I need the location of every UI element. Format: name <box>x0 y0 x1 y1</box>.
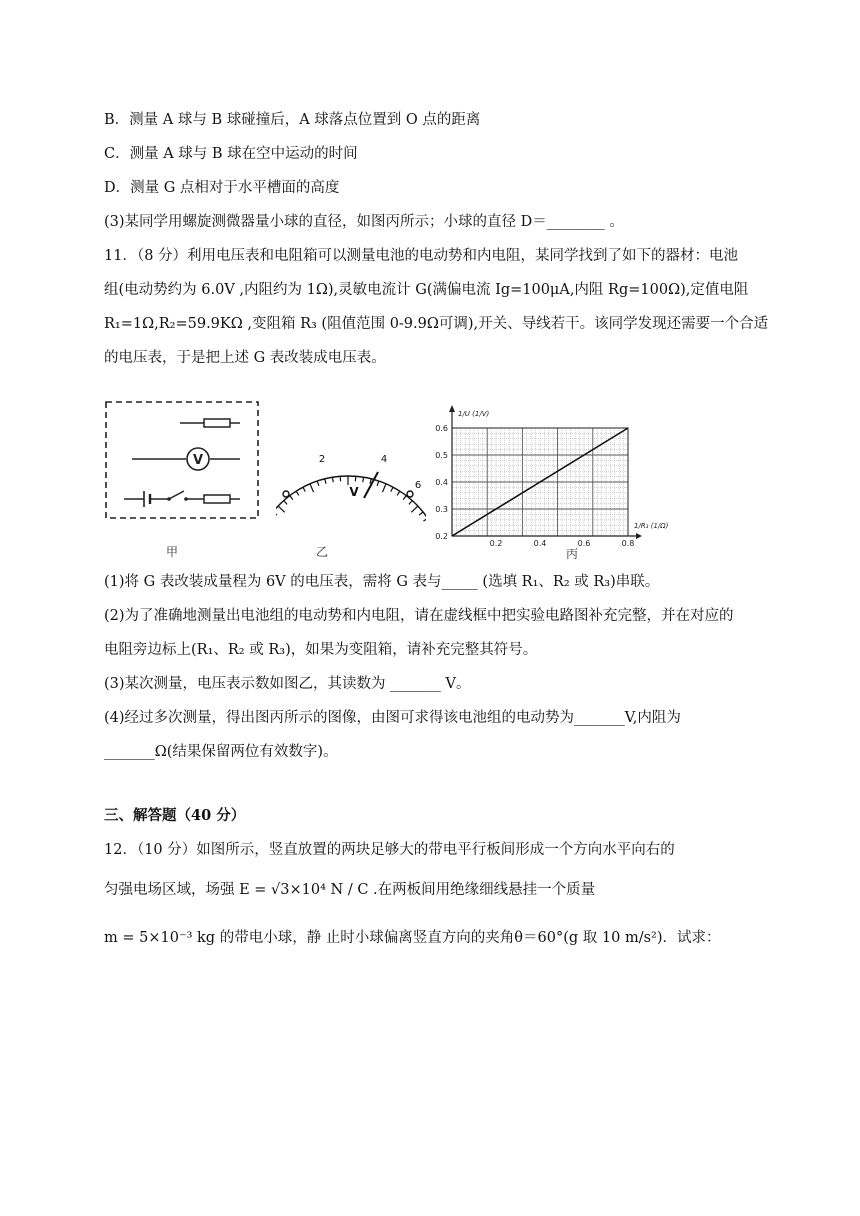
dial-tick <box>284 501 287 505</box>
x-tick-label: 0.2 <box>489 539 503 548</box>
svg-text:甲: 甲 <box>165 545 179 558</box>
x-tick-label: 0.4 <box>533 539 547 548</box>
dial-tick <box>411 506 418 512</box>
dial-unit: V <box>349 485 359 499</box>
y-tick-label: 0.3 <box>435 505 448 514</box>
q11-intro-line2: 组(电动势约为 6.0V ,内阻约为 1Ω),灵敏电流计 G(满偏电流 Ig=100μA,内阻 Rg=100Ω),定值电阻 <box>104 282 749 298</box>
q11-part2-line1: (2)为了准确地测量出电池组的电动势和内电阻，请在虚线框中把实验电路图补充完整，并在对应的 <box>104 608 734 624</box>
y-tick-label: 0.6 <box>435 424 448 433</box>
y-axis-label: 1/U (1/V) <box>458 410 490 418</box>
dial-tick <box>276 512 277 515</box>
q12-line3: m = 5×10⁻³ kg 的带电小球，静 止时小球偏离竖直方向的夹角θ＝60°(g 取 10 m/s²)．试求： <box>104 930 721 946</box>
option-d: D．测量 G 点相对于水平槽面的高度 <box>104 180 340 196</box>
x-tick-label: 0.6 <box>577 539 591 548</box>
resistor-bottom <box>204 495 230 503</box>
dial-tick <box>363 477 364 482</box>
switch-blade <box>169 491 184 499</box>
option-c: C．测量 A 球与 B 球在空中运动的时间 <box>104 146 358 162</box>
dial-tick <box>391 487 393 491</box>
voltmeter-dial-yi <box>276 452 426 558</box>
dial-tick <box>278 506 285 512</box>
right-terminal <box>407 491 413 497</box>
dial-tick <box>382 484 386 492</box>
dial-tick <box>310 484 314 492</box>
y-tick-label: 0.5 <box>435 451 448 460</box>
resistor-top <box>204 419 230 427</box>
section-heading: 三、解答题（40 分） <box>104 807 246 824</box>
tick-label-2: 2 <box>318 454 326 465</box>
q11-intro-line4: 的电压表，于是把上述 G 表改装成电压表。 <box>104 350 386 366</box>
q11-part1: (1)将 G 表改装成量程为 6V 的电压表，需将 G 表与_____ (选填 R₁、R₂ 或 R₃)串联。 <box>104 574 660 590</box>
q12-line1: 12．（10 分）如图所示，竖直放置的两块足够大的带电平行板间形成一个方向水平向右的 <box>104 842 675 858</box>
svg-text:乙: 乙 <box>315 545 329 558</box>
y-tick-label: 0.2 <box>435 532 448 541</box>
dial-tick <box>325 479 326 484</box>
option-b: B．测量 A 球与 B 球碰撞后，A 球落点位置到 O 点的距离 <box>104 112 481 128</box>
svg-text:V: V <box>192 453 204 468</box>
q11-intro-line1: 11．（8 分）利用电压表和电阻箱可以测量电池的电动势和内电阻，某同学找到了如下的器材：电池 <box>104 248 739 264</box>
circuit-diagram-jia <box>100 398 270 558</box>
left-terminal <box>283 491 289 497</box>
tick-label-6: 6 <box>414 480 422 491</box>
dial-tick <box>397 491 400 495</box>
dial-tick <box>332 477 333 482</box>
dial-tick <box>377 481 379 486</box>
x-axis-label: 1/R₃ (1/Ω) <box>634 522 669 530</box>
tick-label-4: 4 <box>380 454 388 465</box>
dial-tick <box>296 491 299 495</box>
q11-part4-line2: _______Ω(结果保留两位有效数字)。 <box>104 744 338 760</box>
svg-text:丙: 丙 <box>565 547 579 561</box>
dial-tick <box>409 501 412 505</box>
graph-bing <box>424 402 678 562</box>
q11-part4-line1: (4)经过多次测量，得出图丙所示的图像，由图可求得该电池组的电动势为_______V,内阻为 <box>104 710 681 726</box>
q11-intro-line3: R₁=1Ω,R₂=59.9KΩ ,变阻箱 R₃ (阻值范围 0-9.9Ω可调),开关、导线若干。该同学发现还需要一个合适 <box>104 316 769 332</box>
dashed-frame <box>106 402 258 518</box>
dial-tick <box>419 512 423 515</box>
dial-tick <box>403 496 406 500</box>
dial-tick <box>290 496 293 500</box>
x-tick-label: 0.8 <box>621 539 635 548</box>
y-tick-label: 0.4 <box>435 478 448 487</box>
q11-part3: (3)某次测量，电压表示数如图乙，其读数为 _______ V。 <box>104 676 471 692</box>
dial-needle <box>364 472 378 498</box>
dial-tick <box>317 481 319 486</box>
q12-line2: 匀强电场区域，场强 E = √3×10⁴ N / C .在两板间用绝缘细线悬挂一个质量 <box>104 882 596 898</box>
dial-tick <box>303 487 305 491</box>
q11-part2-line2: 电阻旁边标上(R₁、R₂ 或 R₃)，如果为变阻箱，请补充完整其符号。 <box>104 642 538 658</box>
q10-part3: (3)某同学用螺旋测微器量小球的直径，如图丙所示；小球的直径 D＝________ 。 <box>104 214 624 230</box>
